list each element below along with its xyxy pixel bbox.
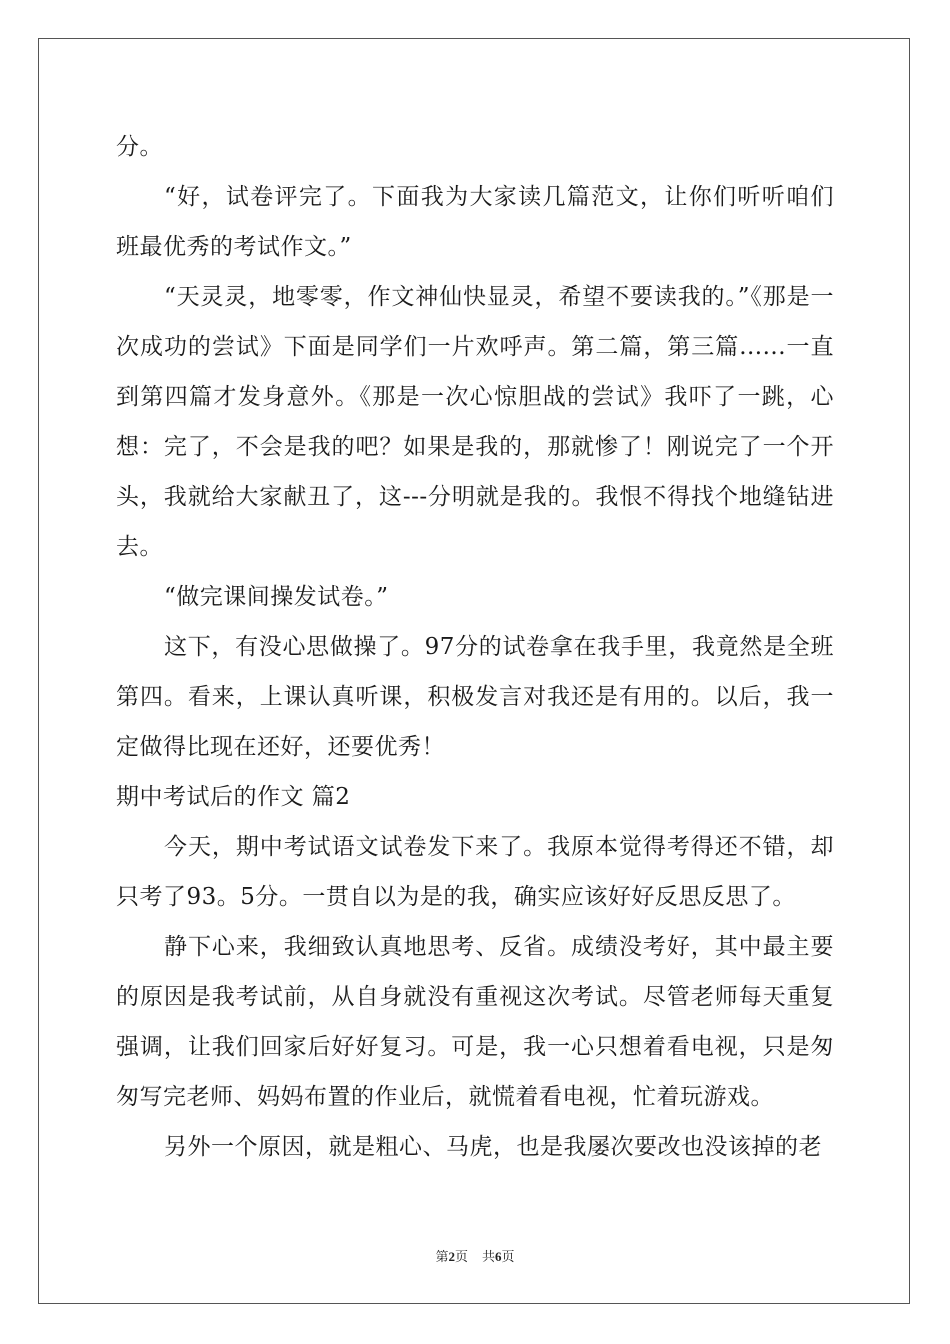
section-title: 期中考试后的作文 篇2 [116, 784, 351, 810]
page-prefix: 第 [435, 1249, 449, 1264]
paragraph: “做完课间操发试卷。” [164, 584, 389, 610]
total-page-count: 6 [495, 1249, 502, 1264]
paragraph: 静下心来，我细致认真地思考、反省。成绩没考好，其中最主要的原因是我考试前，从自身就没有重视这次考试。尽管老师每天重复强调，让我们回家后好好复习。可是，我一心只想着看电视，只是匆匆写完老师、妈妈布置的作业后，就慌着看电视，忙着玩游戏。 [116, 934, 834, 1110]
page-footer [0, 1248, 950, 1266]
current-page-number: 2 [448, 1249, 455, 1264]
paragraph: 今天，期中考试语文试卷发下来了。我原本觉得考得还不错，却只考了93。5分。一贯自以为是的我，确实应该好好反思反思了。 [116, 834, 834, 910]
total-suffix: 页 [501, 1249, 515, 1264]
paragraph: “好，试卷评完了。下面我为大家读几篇范文，让你们听听咱们班最优秀的考试作文。” [116, 184, 834, 260]
paragraph: 分。 [116, 134, 163, 160]
total-prefix: 共 [482, 1249, 496, 1264]
page-suffix: 页 [454, 1249, 468, 1264]
paragraph: “天灵灵，地零零，作文神仙快显灵，希望不要读我的。”《那是一次成功的尝试》下面是同学们一片欢呼声。第二篇，第三篇......一直到第四篇才发身意外。《那是一次心惊胆战的尝试》我吓了一跳，心想：完了，不会是我的吧？如果是我的，那就惨了！刚说完了一个开头，我就给大家献丑了，这---分明就是我的。我恨不得找个地缝钻进去。 [116, 284, 834, 560]
paragraph: 另外一个原因，就是粗心、马虎，也是我屡次要改也没该掉的老 [164, 1134, 822, 1160]
paragraph: 这下，有没心思做操了。97分的试卷拿在我手里，我竟然是全班第四。看来，上课认真听课，积极发言对我还是有用的。以后，我一定做得比现在还好，还要优秀！ [116, 634, 834, 760]
document-body [116, 122, 834, 1172]
